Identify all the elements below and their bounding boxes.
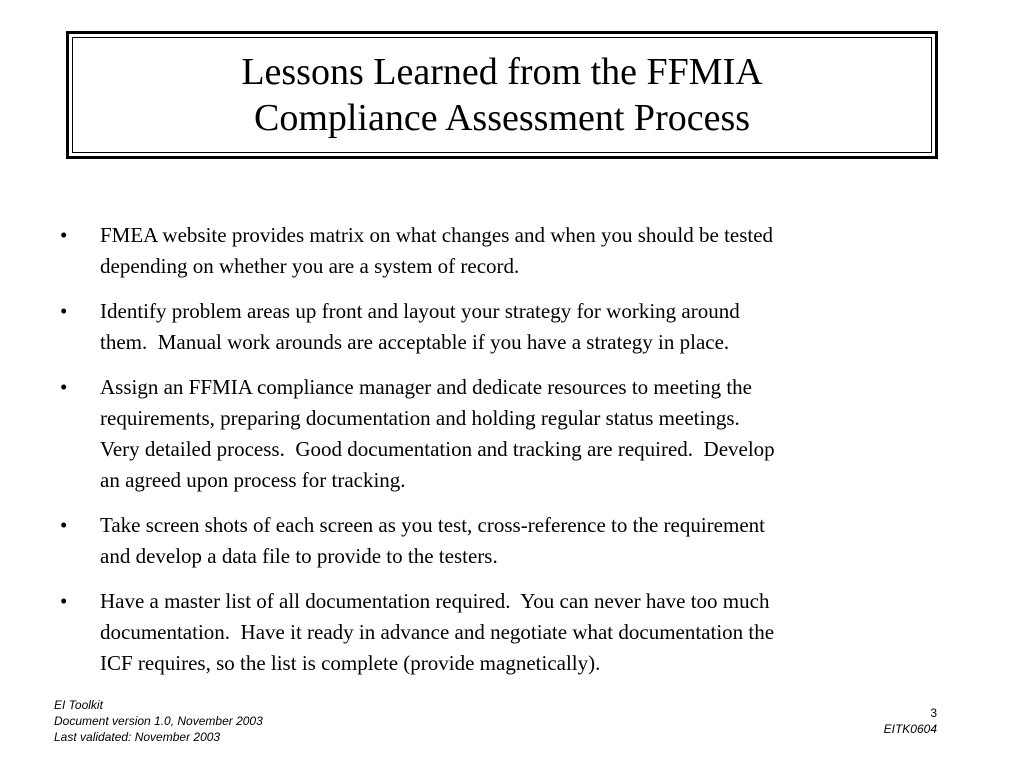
bullet-item-4 (56, 510, 946, 572)
footer-toolkit-name: EI Toolkit (54, 698, 103, 712)
slide-title-inner-frame (72, 37, 932, 153)
bullet-item-1 (56, 220, 946, 282)
bullet-item-3 (56, 372, 946, 496)
slide-title-line-1: Lessons Learned from the FFMIA (241, 51, 763, 93)
footer-last-validated: Last validated: November 2003 (54, 730, 221, 744)
bullet-text-5: Have a master list of all documentation required. You can never have too much documentation. Have it ready in advance and negotiate what documentation the ICF requires, so the list is complete (provide magnetically). (100, 589, 775, 675)
bullet-marker: • (60, 375, 68, 399)
footer-document-version: Document version 1.0, November 2003 (54, 714, 263, 728)
bullet-item-2 (56, 296, 946, 358)
footer-page-info (884, 705, 937, 737)
bullet-text-2: Identify problem areas up front and layout your strategy for working around them. Manual work arounds are acceptable if you have a strategy in place. (100, 299, 740, 354)
slide-title-line-2: Compliance Assessment Process (253, 97, 751, 139)
bullet-marker: • (60, 223, 68, 247)
bullet-marker: • (60, 299, 68, 323)
slide-title-frame (66, 31, 938, 159)
footer-document-info (54, 697, 263, 745)
bullet-text-4: Take screen shots of each screen as you test, cross-reference to the requirement and develop a data file to provide to the testers. (100, 513, 765, 568)
page-number: 3 (930, 706, 937, 720)
bullet-text-3: Assign an FFMIA compliance manager and dedicate resources to meeting the requirements, preparing documentation and holding regular status meetings. Very detailed process. Good documentation and tracking are required. Develop an agreed upon process for tracking. (100, 375, 775, 492)
bullet-item-5 (56, 586, 946, 679)
bullet-marker: • (60, 513, 68, 537)
document-code: EITK0604 (883, 722, 937, 736)
bullet-text-1: FMEA website provides matrix on what changes and when you should be tested depending on whether you are a system of record. (100, 223, 774, 278)
bullet-list (56, 220, 946, 693)
bullet-marker: • (60, 589, 68, 613)
